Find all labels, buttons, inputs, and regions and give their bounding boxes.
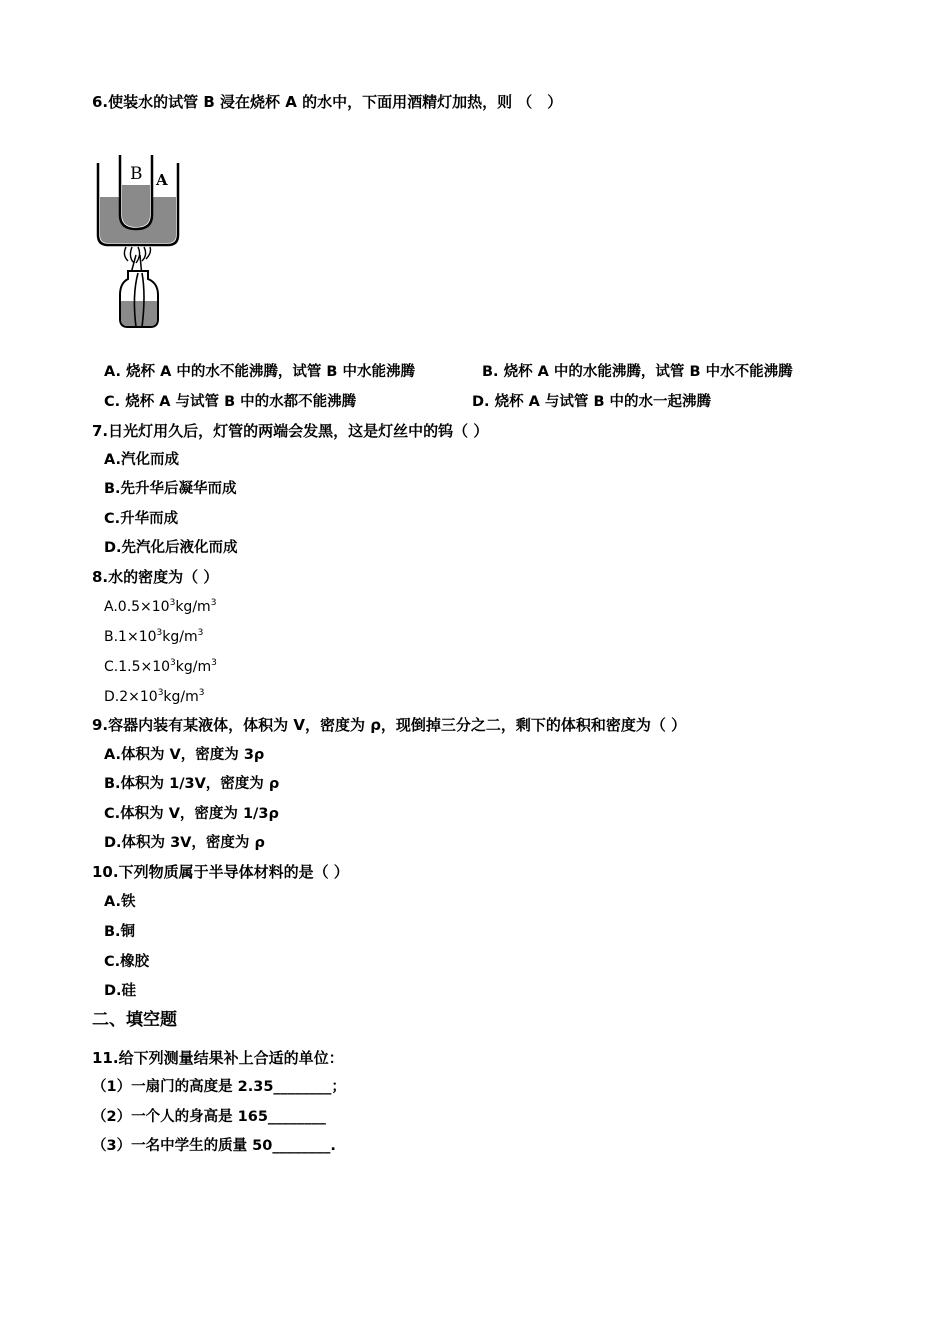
beaker-test-tube-figure (92, 155, 192, 335)
q7-option-a[interactable]: A.汽化而成 (104, 452, 179, 468)
q11-stem: 11.给下列测量结果补上合适的单位： (92, 1049, 344, 1067)
q10-option-a[interactable]: A.铁 (104, 894, 136, 910)
q7-option-c[interactable]: C.升华而成 (104, 511, 179, 527)
q10-option-c[interactable]: C.橡胶 (104, 954, 150, 970)
q7-option-b[interactable]: B.先升华后凝华而成 (104, 481, 237, 497)
q6-option-d[interactable]: D. 烧杯 A 与试管 B 中的水一起沸腾 (472, 394, 712, 410)
q11-item-1[interactable]: （1）一扇门的高度是 2.35________； (92, 1079, 346, 1095)
q8-option-c[interactable]: $C.1.5\times 10^3kg/m^3$ (104, 658, 217, 675)
q6-option-b[interactable]: B. 烧杯 A 中的水能沸腾，试管 B 中水不能沸腾 (482, 364, 793, 380)
q10-option-d[interactable]: D.硅 (104, 983, 137, 999)
q6-stem: 6.使装水的试管 B 浸在烧杯 A 的水中，下面用酒精灯加热，则 （ ） (92, 93, 563, 111)
q7-stem: 7.日光灯用久后，灯管的两端会发黑，这是灯丝中的钨（ ） (92, 422, 489, 440)
q11-item-3[interactable]: （3）一名中学生的质量 50________. (92, 1138, 336, 1154)
q8-stem: 8.水的密度为（ ） (92, 568, 219, 586)
q9-option-c[interactable]: C.体积为 V，密度为 1/3ρ (104, 806, 279, 822)
q10-option-b[interactable]: B.铜 (104, 924, 136, 940)
tube-label-b: B (130, 164, 143, 184)
q7-option-d[interactable]: D.先汽化后液化而成 (104, 540, 238, 556)
q8-option-d[interactable]: $D.2\times 10^3kg/m^3$ (104, 688, 205, 705)
section-title-fill-in: 二、填空题 (92, 1010, 177, 1030)
q8-option-b[interactable]: $B.1\times 10^3kg/m^3$ (104, 628, 204, 645)
q6-option-a[interactable]: A. 烧杯 A 中的水不能沸腾，试管 B 中水能沸腾 (104, 364, 416, 380)
beaker-label-a: A (156, 171, 168, 189)
q9-option-b[interactable]: B.体积为 1/3V，密度为 ρ (104, 776, 280, 792)
q9-option-d[interactable]: D.体积为 3V，密度为 ρ (104, 835, 265, 851)
q6-option-c[interactable]: C. 烧杯 A 与试管 B 中的水都不能沸腾 (104, 394, 357, 410)
q10-stem: 10.下列物质属于半导体材料的是（ ） (92, 863, 349, 881)
q8-option-a[interactable]: $A.0.5\times 10^3kg/m^3$ (104, 598, 217, 615)
q11-item-2[interactable]: （2）一个人的身高是 165________ (92, 1109, 326, 1125)
q9-option-a[interactable]: A.体积为 V，密度为 3ρ (104, 747, 265, 763)
q9-stem: 9.容器内装有某液体，体积为 V，密度为 ρ，现倒掉三分之二，剩下的体积和密度为（ ） (92, 716, 687, 734)
